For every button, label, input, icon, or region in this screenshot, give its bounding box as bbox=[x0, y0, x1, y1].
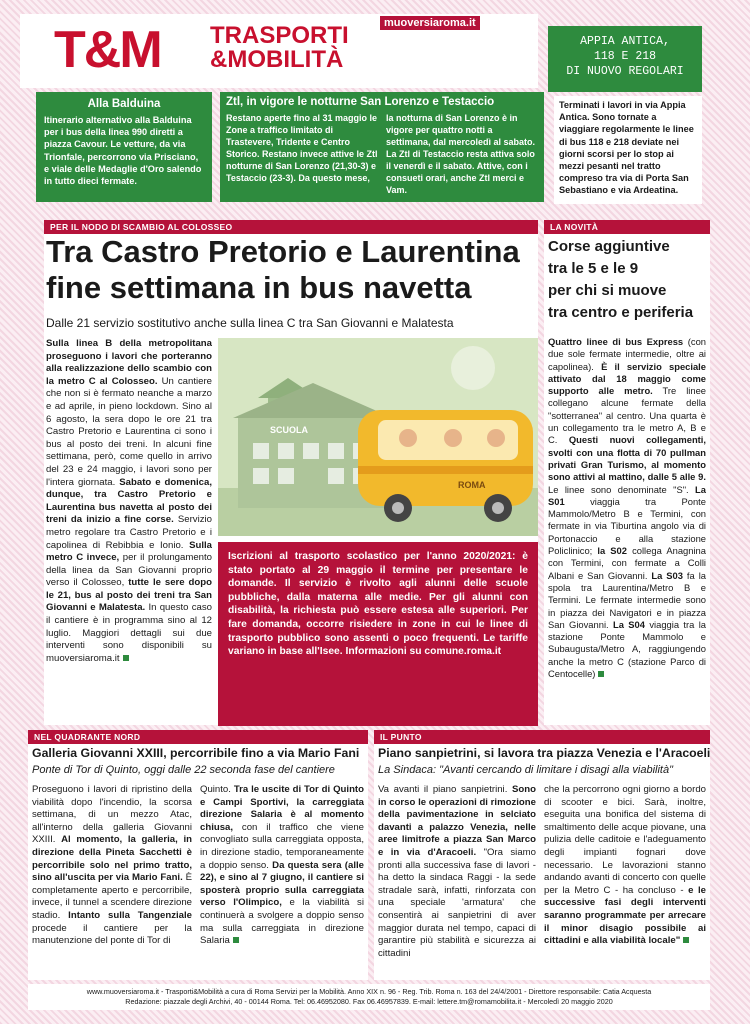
novita-b1: Quattro linee di bus Express bbox=[548, 336, 684, 347]
balduina-box bbox=[36, 92, 212, 202]
giovanni-c2a: Quinto. bbox=[200, 784, 234, 795]
giovanni-c1c: È completamente aperto e percorribile, invece, il tunnel a scendere direzione stadio. bbox=[32, 872, 192, 921]
novita-t3: Le linee sono denominate "S". bbox=[548, 483, 696, 495]
novita-b5: la S02 bbox=[597, 545, 627, 557]
sanpietrini-c2b: e le successive fasi degli interventi saranno programmate per arrecare il minor disagio possibile ai cittadini e alla viabilità locale" bbox=[544, 884, 706, 947]
novita-b2: È il servizio speciale attivato dal 18 maggio come supporto alle metro. bbox=[548, 360, 707, 397]
main-p2: Servizio metro regolare tra Castro Pretorio e i capolinea di Rebibbia e Ionio. bbox=[46, 514, 212, 551]
main-p3: per il prolungamento della linea da San Giovanni proprio verso il Colosseo, bbox=[46, 552, 212, 589]
appia-headline-box bbox=[548, 26, 702, 92]
end-square-icon bbox=[233, 937, 239, 943]
giovanni-col1 bbox=[32, 784, 192, 978]
novita-t5: collega Anagnina con Termini, con fermate a Colli Albani e San Giovanni. bbox=[548, 545, 706, 581]
main-body bbox=[46, 338, 212, 720]
novita-headline-l2: tra le 5 e le 9 bbox=[548, 260, 639, 277]
appia-headline-l2: 118 E 218 bbox=[593, 50, 657, 63]
main-p1: Un cantiere che non si è fermato neanche a marzo e ad aprile, in pieno lockdown. Sino al 6 agosto, la sera dopo le ore 21 tra Castro Pretorio e Laurentina ci sono i bus al posto dei treni. In alcuni fine settimana, però, come quello in arrivo del 23 e 24 maggio, i lavori sono per l'intera giornata. bbox=[46, 375, 212, 488]
end-square-icon bbox=[598, 671, 604, 677]
sanpietrini-col2 bbox=[544, 784, 706, 978]
site-tag: muoversiaroma.it bbox=[380, 16, 480, 30]
novita-t4: viaggia tra Ponte Mammolo/Metro B e Termini, con fermate in via Tiburtina angolo via di Portonaccio e alla stazione Policlinico; bbox=[548, 495, 706, 557]
bus-label: ROMA bbox=[458, 480, 486, 490]
giovanni-c2b: Tra le uscite di Tor di Quinto e Campi Sportivi, la carreggiata direzione Salaria è al momento chiusa, bbox=[200, 784, 364, 833]
novita-b3: Questi nuovi collegamenti, svolti con una flotta di 70 pullman privati Gran Turismo, al momento sono attivi al mattino, dalle 5 alle 9. bbox=[548, 434, 706, 483]
end-square-icon bbox=[683, 937, 689, 943]
giovanni-c2e: e la viabilità si continuerà a svolgere a doppio senso ma sulla carreggiata in direzione Salaria bbox=[200, 897, 364, 947]
appia-headline-l1: APPIA ANTICA, bbox=[580, 35, 670, 48]
novita-t1: (con due sole fermate intermedie, oltre ai capolinea). bbox=[548, 336, 707, 372]
sanpietrini-col1 bbox=[378, 784, 536, 978]
giovanni-c1b: Al momento, la galleria, in direzione della Pineta Sacchetti è percorribile solo nel primo tratto, sino all'uscita per via Mario Fani. bbox=[32, 834, 192, 884]
main-p3b-bold: tutte le sere dopo le 21, bus al posto dei treni tra San Giovanni e Malatesta. bbox=[46, 577, 212, 614]
ztl-box bbox=[220, 92, 544, 202]
ztl-col2: la notturna di San Lorenzo è in vigore per quattro notti a settimana, dal mercoledì al sabato. La Ztl di Testaccio resta attiva solo il venerdì e il sabato. Attive, con i consueti orari, anche Ztl merci e Vam. bbox=[386, 113, 536, 195]
sanpietrini-c1a: Va avanti il piano sanpietrini. bbox=[378, 784, 513, 795]
sanpietrini-c1b: Sono in corso le operazioni di rimozione della pavimentazione in selciato davanti a palazzo Venezia, nelle aree limitrofe a piazza San Marco e in via d'Aracoeli. bbox=[378, 784, 536, 858]
footer bbox=[28, 984, 710, 1010]
sanpietrini-title: Piano sanpietrini, si lavora tra piazza Venezia e l'Aracoeli bbox=[378, 746, 711, 760]
main-subtitle: Dalle 21 servizio sostitutivo anche sulla linea C tra San Giovanni e Malatesta bbox=[46, 316, 454, 330]
balduina-text: Itinerario alternativo alla Balduina per i bus della linea 990 diretti a piazza Cavour. Le vetture, da via Trionfale, percorrono via Prisciano, e viale delle Medaglie d'Oro salendo in tutto dieci fermate. bbox=[44, 115, 202, 187]
novita-headline-l4: tra centro e periferia bbox=[548, 304, 694, 321]
novita-body bbox=[548, 336, 706, 724]
logo-trasporti: TRASPORTI bbox=[210, 22, 349, 49]
main-p3-bold: Sulla metro C invece, bbox=[46, 539, 212, 564]
school-transport-box: Iscrizioni al trasporto scolastico per l'anno 2020/2021: è stato portato al 29 maggio il termine per presentare le domande. Il servizio è rivolto agli alunni delle scuole pubbliche, dalla materna alle medie. Per gli alunni con disabilità, la richiesta può essere estesa alle superiori. Per fare domanda, occorre risiedere in zone in cui le linee di trasporto pubblico sono assenti o poco frequenti. Le tariffe variano in base all'Isee. Informazioni su comune.roma.it bbox=[218, 542, 538, 726]
giovanni-section-label: NEL QUADRANTE NORD bbox=[28, 730, 368, 744]
balduina-title: Alla Balduina bbox=[87, 98, 161, 110]
appia-text: Terminati i lavori in via Appia Antica. Sono tornate a viaggiare regolarmente le linee di bus 118 e 218 deviate nei giorni scorsi per lo stop ai mezzi pesanti nel tratto compreso tra via di Porta San Sebastiano e via Ardeatina. bbox=[554, 96, 702, 204]
sanpietrini-c1c: "Ora siamo pronti alla successiva fase di lavori - ha detto la sindaca Raggi - la sede stradale sarà, infatti, rinforzata con una speciale 'armatura' che consentirà ai sanpietrini di aver maggior durata nel tempo, capaci di garantire più stabilità e sicurezza ai cittadini bbox=[378, 846, 536, 959]
giovanni-subtitle: Ponte di Tor di Quinto, oggi dalle 22 seconda fase del cantiere bbox=[32, 764, 335, 776]
sanpietrini-section-label: IL PUNTO bbox=[374, 730, 710, 744]
novita-headline-l3: per chi si muove bbox=[548, 282, 667, 299]
giovanni-c1e: procede il cantiere per la manutenzione del ponte di Tor di bbox=[32, 922, 192, 947]
main-p1-bold: Sulla linea B della metropolitana proseguono i lavori che porteranno alla realizzazione dello scambio con la metro C al Colosseo. bbox=[46, 338, 212, 387]
novita-section-label: LA NOVITÀ bbox=[544, 220, 710, 234]
novita-t7: viaggia tra la stazione Ponte Mammolo e Subaugusta/Metro A, raggiungendo anche la metro C (stazione Parco di Centocelle) bbox=[548, 618, 706, 680]
novita-headline-l1: Corse aggiuntive bbox=[548, 238, 670, 255]
giovanni-c1a: Proseguono i lavori di ripristino della viabilità dopo l'incendio, la scorsa settimana, di un mezzo Atac, all'interno della galleria Giovanni XXIII. bbox=[32, 784, 192, 846]
school-label: SCUOLA bbox=[270, 425, 308, 435]
footer-line1: www.muoversiaroma.it - Trasporti&Mobilità a cura di Roma Servizi per la Mobilità. Anno XIX n. 96 - Reg. Trib. Roma n. 163 del 24/4/2001 - Direttore responsabile: Catia Acquesta bbox=[86, 987, 652, 996]
main-p2-bold: Sabato e domenica, dunque, tra Castro Pretorio e Laurentina bus navetta al posto dei treni da inizio a fine corse. bbox=[46, 476, 212, 526]
novita-b4: La S01 bbox=[548, 483, 706, 507]
giovanni-c2d: Da questa sera (alle 22), e sino al 7 giugno, il cantiere si sposterà proprio sulla carreggiata verso l'Olimpico, bbox=[200, 859, 364, 909]
end-square-icon bbox=[123, 655, 129, 661]
main-section-label: PER IL NODO DI SCAMBIO AL COLOSSEO bbox=[44, 220, 538, 234]
main-headline-l1: Tra Castro Pretorio e Laurentina bbox=[46, 234, 520, 269]
ztl-title: Ztl, in vigore le notturne San Lorenzo e Testaccio bbox=[226, 96, 495, 108]
school-bus-illustration bbox=[218, 338, 538, 536]
sanpietrini-c2a: che la percorrono ogni giorno a bordo di scooter e bici. Sarà, inoltre, eseguita una bonifica del sistema di smaltimento delle acque piovane, una pulizia delle caditoie e l'adeguamento degli impianti fognari dove necessario. Le lavorazioni stanno andando avanti di concerto con quelle per la Metro C - ha concluso - bbox=[544, 784, 706, 896]
giovanni-c2c: con il traffico che viene convogliato sulla carreggiata opposta, in direzione stadio, temporaneamente a doppio senso. bbox=[200, 821, 364, 871]
giovanni-c1d: Intanto sulla Tangenziale bbox=[68, 909, 192, 921]
logo-mobilita: &MOBILITÀ bbox=[210, 46, 344, 73]
novita-t2: Tre linee collegano alcune fermate della "sotterranea" al centro. Una quarta è un collegamento tra le metro A, B e C. bbox=[548, 385, 706, 446]
appia-headline-l3: DI NUOVO REGOLARI bbox=[566, 65, 684, 78]
main-p3c: In questo caso il cantiere è in programma sino al 12 luglio. Maggiori dettagli sui due interventi sono disponibili su muoversiaroma.it bbox=[46, 602, 212, 664]
main-headline-l2: fine settimana in bus navetta bbox=[46, 270, 472, 305]
footer-line2: Redazione: piazzale degli Archivi, 40 - 00144 Roma. Tel: 06.46952080. Fax 06.46957839. E-mail: lettere.tm@romamobilita.it - Mercoledì 20 maggio 2020 bbox=[125, 997, 613, 1006]
ztl-col1: Restano aperte fino al 31 maggio le Zone a traffico limitato di Trastevere, Tridente e Centro Storico. Restano invece attive le Ztl notturne di San Lorenzo (21,30-3) e Testaccio (23-3). Da questo mese, bbox=[226, 113, 378, 183]
novita-t6: fa la spola tra Laurentina/Metro B e Termini. Le fermate intermedie sono in piazza dei Navigatori e in piazza San Giovanni. bbox=[548, 569, 706, 630]
giovanni-title: Galleria Giovanni XXIII, percorribile fino a via Mario Fani bbox=[32, 746, 360, 760]
novita-headline bbox=[548, 236, 710, 324]
novita-b7: La S04 bbox=[613, 618, 645, 630]
sanpietrini-subtitle: La Sindaca: "Avanti cercando di limitare i disagi alla viabilità" bbox=[378, 764, 673, 776]
logo-tm: T&M bbox=[54, 21, 161, 79]
giovanni-col2 bbox=[200, 784, 364, 978]
novita-b6: La S03 bbox=[651, 569, 683, 581]
